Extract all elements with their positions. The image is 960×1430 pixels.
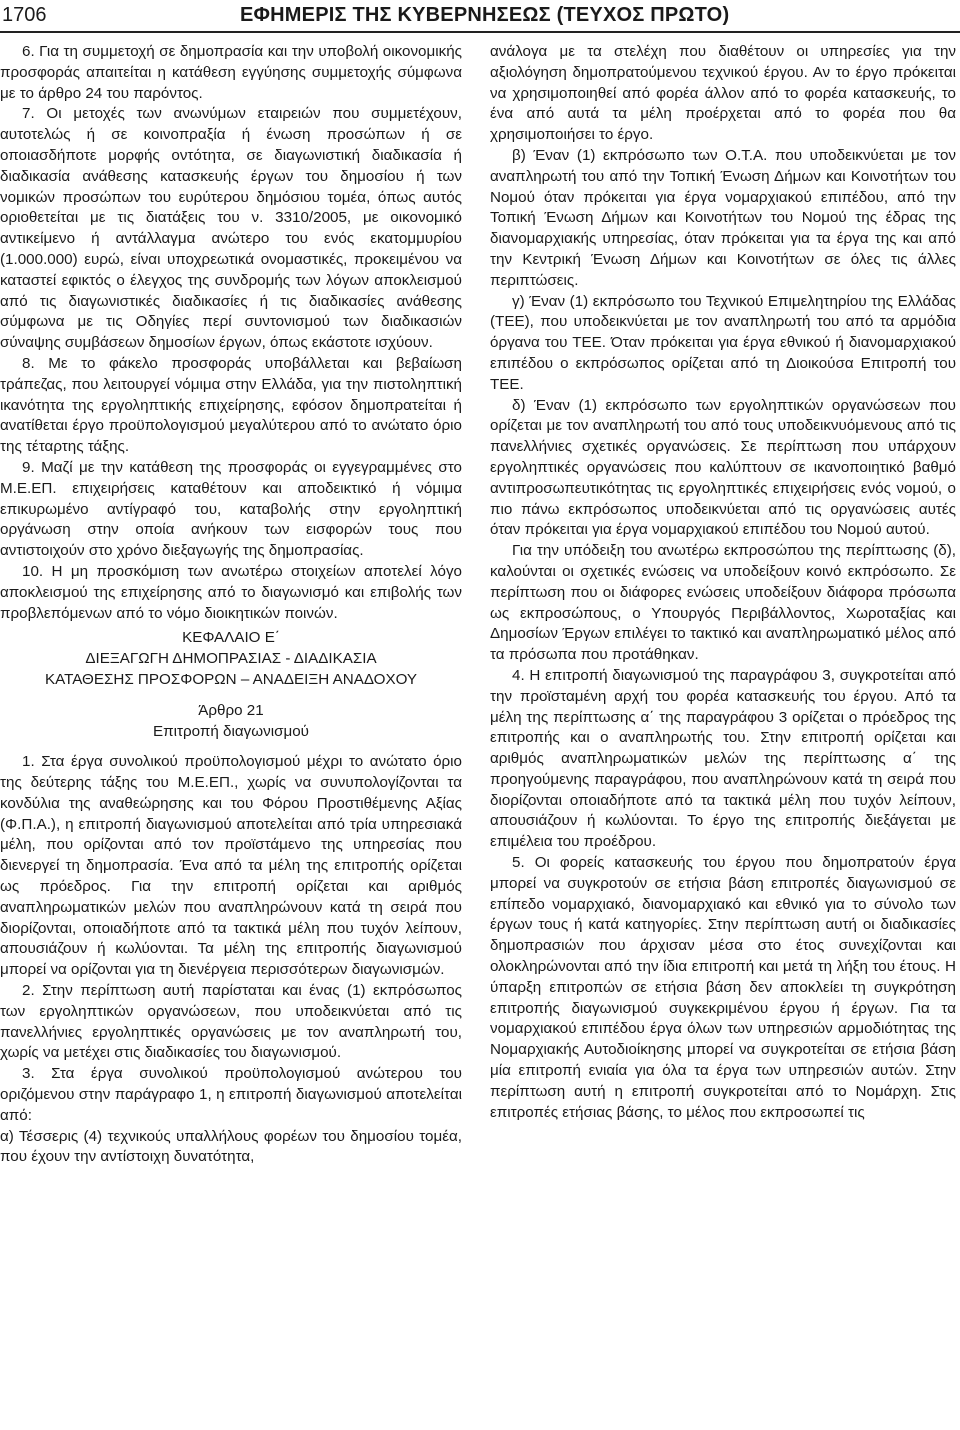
gazette-title: ΕΦΗΜΕΡΙΣ ΤΗΣ ΚΥΒΕΡΝΗΣΕΩΣ (ΤΕΥΧΟΣ ΠΡΩΤΟ) [240,4,730,26]
chapter-title-line2: ΚΑΤΑΘΕΣΗΣ ΠΡΟΣΦΟΡΩΝ – ΑΝΑΔΕΙΞΗ ΑΝΑΔΟΧΟΥ [44,670,418,688]
header-rule [0,31,960,33]
left-column [0,42,462,1168]
paragraph-9: 9. Μαζί με την κατάθεση της προσφοράς οι εγγεγραμμένες στο Μ.Ε.ΕΠ. επιχειρήσεις καταθέτουν και αποδεικτικό ή νόμιμα επικυρωμένο αντίγραφό του, καταβολής στην εργοληπτική οργάνωση στην οποία ανήκουν των εισφορών τους που αντιστοιχούν στο χρόνο διεξαγωγής της δημοπρασίας. [0,458,462,560]
paragraph-6: 6. Για τη συμμετοχή σε δημοπρασία και την υποβολή οικονομικής προσφοράς απαιτείται η κατάθεση εγγύησης συμμετοχής σύμφωνα με το άρθρο 24 του παρόντος. [0,43,462,102]
article-paragraph-2: 2. Στην περίπτωση αυτή παρίσταται και ένας (1) εκπρόσωπος των εργοληπτικών οργανώσεων, που υποδεικνύεται από τις πανελλήνιες εργοληπτικές οργανώσεις με τον αναπληρωτή του, χωρίς να μετέχει στις διαδικασίες του διαγωνισμού. [0,982,462,1062]
right-column [490,42,956,1123]
right-paragraph-1: ανάλογα με τα στελέχη που διαθέτουν οι υπηρεσίες για την αξιολόγηση δημοπρατούμενου τεχνικού έργου. Αν το έργο πρόκειται να χρησιμοποιηθεί από φορέα άλλον από το φορέα κατασκευής, το ένα από αυτά τα μέλη προέρχεται από το φορέα που θα χρησιμοποιήσει το έργο. [490,43,956,144]
right-paragraph-5: Για την υπόδειξη του ανωτέρω εκπροσώπου της περίπτωσης (δ), καλούνται οι σχετικές ενώσεις να υποδείξουν κοινό εκπρόσωπο. Σε περίπτωση που οι διάφορες ενώσεις υποδείξουν διάφορα πρόσωπα ως εκπροσώπους, ο Υπουργός Περιβάλλοντος, Χωροταξίας και Δημοσίων Έργων επιλέγει το τακτικό και αναπληρωματικό μέλος από τα πρόσωπα που προτάθηκαν. [490,542,956,664]
right-paragraph-3: γ) Έναν (1) εκπρόσωπο του Τεχνικού Επιμελητηρίου της Ελλάδας (ΤΕΕ), που υποδεικνύεται με τον αναπληρωτή του από τα αρμόδια όργανα του ΤΕΕ. Όταν πρόκειται για έργα εθνικού ή διανομαρχιακού επιπέδου ο εκπρόσωπος ορίζεται από τη Διοικούσα Επιτροπή του ΤΕΕ. [490,292,956,393]
article-paragraph-1: 1. Στα έργα συνολικού προϋπολογισμού μέχρι το ανώτατο όριο της δεύτερης τάξης του Μ.Ε.ΕΠ., χωρίς να συνυπολογίζονται τα κονδύλια της αναθεώρησης και του Φόρου Προστιθέμενης Αξίας (Φ.Π.Α.), η επιτροπή διαγωνισμού αποτελείται από τρία υπηρεσιακά μέλη, που ορίζονται από τον προϊστάμενο της υπηρεσίας που διενεργεί τη δημοπρασία. Ένα από τα μέλη της επιτροπής ορίζεται ως πρόεδρος. Για την επιτροπή ορίζεται και αριθμός αναπληρωματικών μελών που αναπληρώνουν κατά τη σειρά που διορίζονται, οποιαδήποτε από τα τακτικά μέλη που τυχόν λείπουν, απουσιάζουν ή κωλύονται. Τα μέλη της επιτροπής διαγωνισμού μπορεί να ορίζονται για τη διενέργεια περισσότερων διαγωνισμών. [0,753,462,979]
page-header [0,0,960,36]
chapter-heading: ΚΕΦΑΛΑΙΟ Ε΄ [182,629,280,647]
article-paragraph-3: 3. Στα έργα συνολικού προϋπολογισμού ανώτερου του οριζόμενου στην παράγραφο 1, η επιτροπή διαγωνισμού αποτελείται από: [0,1065,462,1124]
article-title: Επιτροπή διαγωνισμού [153,722,309,740]
right-paragraph-6: 4. Η επιτροπή διαγωνισμού της παραγράφου 3, συγκροτείται από την προϊσταμένη αρχή του φορέα κατασκευής του έργου. Από τα μέλη της περίπτωσης α΄ της παραγράφου 3 ορίζεται ο πρόεδρος της επιτροπής και ο αναπληρωτής του. Στην επιτροπή ορίζεται και αριθμός αναπληρωματικών μελών της περίπτωσης α΄ της προηγούμενης παραγράφου, που αναπληρώνουν κατά τη σειρά που διορίζονται οποιαδήποτε από τα τακτικά μέλη που τυχόν λείπουν, απουσιάζουν ή κωλύονται. Το έργο της επιτροπής διεξάγεται με επιμέλεια του προέδρου. [490,666,956,851]
paragraph-7: 7. Οι μετοχές των ανωνύμων εταιρειών που συμμετέχουν, αυτοτελώς ή σε κοινοπραξία ή ένωση προσώπων ή σε οποιασδήποτε μορφής οντότητα, σε διαγωνιστική διαδικασία ή διαδικασία ανάθεσης κατασκευής έργων του δημοσίου ή των νομικών προσώπων του ευρύτερου δημόσιου τομέα, όπως αυτός οριοθετείται με τις διατάξεις του ν. 3310/2005, με οικονομικό αντικείμενο ή αντάλλαγμα ανώτερο του ενός εκατομμυρίου (1.000.000) ευρώ, είναι υποχρεωτικά ονομαστικές, προκειμένου να καταστεί εφικτός ο έλεγχος της συνδρομής των λόγων αποκλεισμού από τις διαγωνιστικές διαδικασίες ή τις διαδικασίες ανάθεσης σύμφωνα με τις Οδηγίες περί συντονισμού των διαδικασιών σύναψης συμβάσεων δημοσίων έργων, όπως εκάστοτε ισχύουν. [0,105,462,352]
right-paragraph-7: 5. Οι φορείς κατασκευής του έργου που δημοπρατούν έργα μπορεί να συγκροτούν σε ετήσια βάση επιτροπές διαγωνισμού σε επίπεδο νομαρχιακό, διανομαρχιακό και εθνικό για το σύνολο των έργων τους ή κατά κατηγορίες. Στην περίπτωση αυτή οι διαδικασίες δημοπρασιών που άρχισαν μέσα στο έτος συνεχίζονται και ολοκληρώνονται από την ίδια επιτροπή και μετά τη λήξη του έτους. Η ύπαρξη επιτροπών σε ετήσια βάση δεν αποκλείει τη συγκρότηση επιτροπής διαγωνισμού συγκεκριμένου έργου ή έργων. Για τα νομαρχιακού επιπέδου έργα όλων των υπηρεσιών αρμοδιότητας της Νομαρχιακής Αυτοδιοίκησης μπορεί να συγκροτείται σε ετήσια βάση μία επιτροπή ενιαία για όλα τα έργα των υπηρεσιών αυτών. Στην περίπτωση αυτή η επιτροπή συγκροτείται από το Νομάρχη. Στις επιτροπές ετήσιας βάσης, το μέλος που εκπροσωπεί τις [490,854,956,1121]
right-paragraph-4: δ) Έναν (1) εκπρόσωπο των εργοληπτικών οργανώσεων που ορίζεται με τον αναπληρωτή του από τους υποδεικνυόμενους από τις πανελλήνιες σχετικές οργανώσεις. Σε περίπτωση που υπάρχουν εργοληπτικές οργανώσεις που καλύπτουν σε ικανοποιητικό βαθμό αντιπροσωπευτικότητας τις εργοληπτικές επιχειρήσεις ενός νομού, ο πιο πάνω εκπρόσωπος υποδεικνύεται από τις οργανώσεις αυτές όταν πρόκειται για έργα νομαρχιακού επιπέδου του Νομού αυτού. [490,396,956,539]
chapter-title-line1: ΔΙΕΞΑΓΩΓΗ ΔΗΜΟΠΡΑΣΙΑΣ - ΔΙΑΔΙΚΑΣΙΑ [85,650,377,668]
article-paragraph-3a: α) Τέσσερις (4) τεχνικούς υπαλλήλους φορέων του δημοσίου τομέα, που έχουν την αντίστοιχη δυνατότητα, [0,1127,462,1166]
right-paragraph-2: β) Έναν (1) εκπρόσωπο των Ο.Τ.Α. που υποδεικνύεται με τον αναπληρωτή του από την Τοπική Ένωση Δήμων και Κοινοτήτων του Νομού όταν πρόκειται για έργα νομαρχιακού επιπέδου, από την Τοπική Ένωση Δήμων και Κοινοτήτων του Νομού της έδρας της διανομαρχιακής υπηρεσίας, όταν πρόκειται για τα έργα της και από την Κεντρική Ένωση Δήμων και Κοινοτήτων σε όλες τις άλλες περιπτώσεις. [490,146,956,289]
page-number: 1706 [2,4,47,26]
article-number: Άρθρο 21 [198,701,264,719]
paragraph-8: 8. Με το φάκελο προσφοράς υποβάλλεται και βεβαίωση τράπεζας, που λειτουργεί νόμιμα στην Ελλάδα, για την πιστοληπτική ικανότητα της εργοληπτικής επιχείρησης, εφόσον δημοπρατείται ή ανατίθεται έργο προϋπολογισμού μεγαλύτερου από το ανώτατο όριο της τέταρτης τάξης. [0,354,462,456]
paragraph-10: 10. Η μη προσκόμιση των ανωτέρω στοιχείων αποτελεί λόγο αποκλεισμού της επιχείρησης από το διαγωνισμό και επιβολής των προβλεπόμενων από το νόμο διοικητικών ποινών. [0,562,462,622]
